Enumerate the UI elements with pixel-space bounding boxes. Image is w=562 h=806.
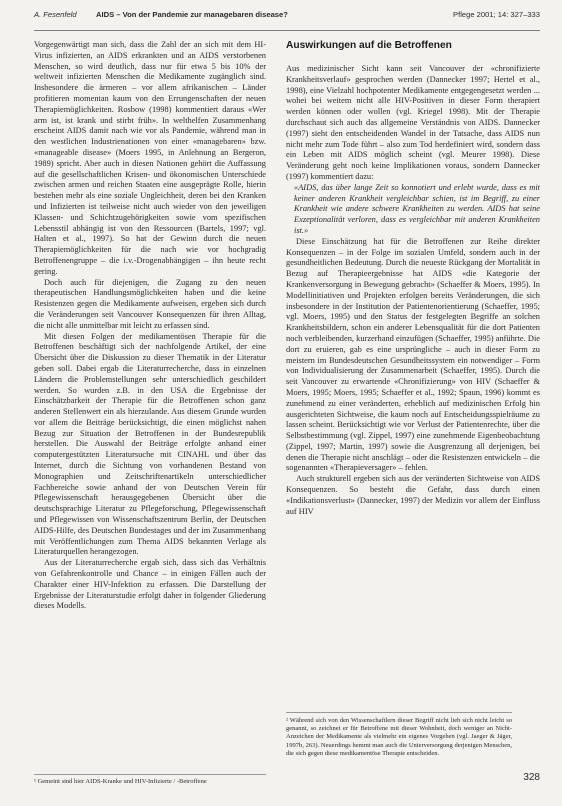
body-paragraph: Mit diesen Folgen der medikamentösen Therapie für die Betroffenen beschäftigt sich der nachfolgende Artikel, der eine Übersicht über die Diskussion zu dieser Thematik in der Literatur geben soll. Dabei ergab die Literaturrecherche, dass in einzelnen Ländern die Problemstellungen sehr unterschiedlich geschildert werden. So wurden z.B. in den USA die Ergebnisse der Einschätzbarkeit der Therapie für die Betroffenen schon ganz anderen Stellenwert ein als hierzulande. Aus diesem Grunde wurden vor allem die Beiträge berücksichtigt, die einen möglichst nahen Bezug zur Situation der Betroffenen in der Bundesrepublik herstellen. Die Auswahl der Beiträge erfolgte anhand einer computergestützten Literatursuche mit CINAHL und über das Internet, durch die Sichtung von vorhandenen Bestand von Monographien und Zeitschriftenartikeln unterschiedlicher Fachbereiche sowie anhand der von Deutschen Verein für Pflegewissenschaft herausgegebenen Übersicht über die deutschsprachige Literatur zu Pflegeforschung, Pflegewissenschaft und Pflegewissen von Wissenschaftszentrum Berlin, der Deutschen AIDS-Hilfe, des Deutschen Bundestages und der im Zusammenhang mit Veröffentlichungen zum Thema AIDS bekannten Verlage als Literaturquellen herangezogen. xyxy=(34,331,266,557)
header-journal: Pflege 2001; 14: 327–333 xyxy=(453,10,540,19)
body-paragraph: Auch strukturell ergeben sich aus der veränderten Sichtweise von AIDS Konsequenzen. So besteht die Gefahr, dass durch einen «Indikationsverlust» (Dannecker, 1997) der Medizin vor allem der Einfluss auf HIV xyxy=(286,474,540,516)
section-heading: Auswirkungen auf die Betroffenen xyxy=(286,40,452,51)
left-column xyxy=(34,40,266,612)
right-column xyxy=(286,40,540,517)
body-paragraph: Doch auch für diejenigen, die Zugang zu den neuen therapeutischen Handlungsmöglichkeiten haben und die keine Resistenzen gegen die Medikamente aufweisen, ergeben sich durch die Veränderungen seit Vancouver Konsequenzen für ihren Alltag, die nicht alle unmittelbar mit leicht zu erfassen sind. xyxy=(34,277,266,330)
page-number: 328 xyxy=(523,772,540,783)
running-header xyxy=(34,6,540,31)
header-author: A. Fesenfeld xyxy=(34,10,77,19)
body-paragraph: Aus medizinischer Sicht kann seit Vancouver der «chronifizierte Krankheitsverlauf» gesprochen werden (Dannecker 1997; Hertel et al., 1998), eine Vielzahl hochpotenter Medikamente entgegengesetzt werden ... wohei bei weitem nicht alle HIV-Positiven in dieser Form therapiert werden können oder wollen (vgl. Kriegel 1998). Mit der Therapie durchschaut sich auch das allgemeine Verständnis von AIDS. Dannecker (1997) sieht den entscheidenden Wandel in der Tatsache, dass AIDS nun nicht mehr zum Tode führt – also zum Tod herdefiniert wird, sondern dass ein Leben mit AIDS möglich scheint (vgl. Meurer 1998). Diese Veränderung geht noch keine Implikationen voraus, sondern Dannecker (1997) kommentiert dazu: xyxy=(286,64,540,181)
footnote-right: ² Während sich von den Wissenschaftlern dieser Begriff nicht lieb sich nicht leicht so genannt, so zeichnet er für Betroffene mit dieser Wohnheit, doch weniger an Nicht-Anzeichen der Medikamente als vielmehr ein eigenes Vorgehen (vgl. Jaeger & Jäger, 1997b, 263). Neuerdings hemmt man auch die Unterversorgung derjenigen Menschen, die sich gegen diese medikamentöse Therapie entscheiden. xyxy=(286,712,512,758)
footnote-left: ¹ Gemeint sind hier AIDS-Kranke und HIV-Infizierte / -Betroffene xyxy=(34,774,266,786)
body-paragraph: Vorgegenwärtigt man sich, dass die Zahl der an sich mit dem HI-Virus infizierten, an AIDS erkrankten und an AIDS verstorbenen Menschen, so wird deutlich, dass nur für etwa 5 bis 10% der weltweit infizierten Menschen die Medikamente zugänglich sind. Insbesondere die ärmeren – vor allem afrikanischen – Länder profitieren momentan kaum von den Errungenschaften der neuen Therapiemöglichkeiten. Rosbow (1998) kommentiert daraus «Wer arm ist, ist krank und stirbt früh». In welthelfen Zusammenhang erscheint AIDS damit nach wie vor als Pandemie, während man in den westlichen Industrienationen von einer «managebaren» bzw. «manageable disease» (Moers 1995, in Anlehnung an Bergeron, 1989) spricht. Aber auch in diesen Nationen gehört die Auffassung auf die gesellschaftlichen Krisen- und ökonomischen Unterschiede zwischen armen und reichen Staaten eine ausgeprägte Rolle, hierin bestehen mehr als eine soziale Ungleichheit, deren bei den Kranken und Infizierten ist teilweise nicht auch wieder von den jeweiligen Klassen- und Schichtzugehörigkeiten sowie vom spezifischen Lebensstil abhängig ist von den Ressourcen (Bartels, 1997; vgl. Halten et al., 1997). So hat der Gewinn durch die neuen Therapiemöglichkeiten für die nach wie vor hochgradig Betroffenengruppe – die i.v.-Drogenabhängigen – ihn heute recht gering. xyxy=(34,40,266,276)
body-paragraph: Aus der Literaturrecherche ergab sich, dass sich das Verhältnis von Gefahrenkontrolle und Chance – in einigen Fällen auch der Charakter einer HIV-Infektion zu erfassen. Die Darstellung der Ergebnisse der Literaturstudie erfolgt daher in folgender Gliederung dieses Modells. xyxy=(34,558,266,611)
header-title: AIDS – Von der Pandemie zur managebaren disease? xyxy=(96,10,288,19)
body-paragraph: Diese Einschätzung hat für die Betroffenen zur Reihe direkter Konsequenzen – in der Folge im sozialen Umfeld, sondern auch in der gesundheitlichen Bedeutung. Durch die neueste Rückgang der Mortalität in Bezug auf Therapieergebnisse hat AIDS «die Kategorie der Krankenversorgung in Bewegung gebracht» (Schaeffer & Moers, 1995). In Modellinitiativen und Projekten erfolgen bereits Veränderungen, die sich insbesondere in der Institution der Patientenorientierung (Schaeffer, 1995; vgl. Moers, 1995) und den Status der festgelegten Begriffe an solchen Krankheitsbildern, schon ein anderer Lebensqualität für die dort Patienten noch verbleibenden, kurzerhand einzufügen (Schaeffer, 1995) anführte. Die dort zu eruieren, gab es eine ursprüngliche – auch in dieser Form zu meistern im Bundesdeutschen Gesundheitssystem ein notwendiger – Form von Individualisierung der Zusammenarbeit (Schaeffer, 1995). Durch die seit Vancouver zu erwartende «Chronifizierung» von HIV (Schaeffer & Moers, 1995; Moers, 1995; Schaeffer et al., 1992; Spaun, 1996) kommt es zunehmend zu einer veränderten, erheblich auf medizinischen Erfolg hin ausgerichteten Sichtweise, die kaum noch auf Entscheidungsspielräume zu lassen scheint. Berücksichtigt wie vor Verlust der Patientenrechte, über die Selbstbestimmung (vgl. Zippel, 1997) eine zunehmende Eigenbeobachtung (Zippel, 1997; Martin, 1997) sowie die Ausgrenzung all derjenigen, bei denen die Therapie nicht anschlägt – oder die Resistenzen entwickeln – die sogenannten «Therapieversager» – fehlen. xyxy=(286,236,540,473)
block-quote: «AIDS, das über lange Zeit so konnotiert und erlebt wurde, dass es mit keiner anderen Krankheit vergleichbar schien, ist im Begriff, zu einer Krankheit wie andere schwere Krankheiten zu werden. AIDS hat seine Exzeptionalität verloren, dass es vergleichbar mit anderen Krankheiten ist.» xyxy=(294,182,540,235)
